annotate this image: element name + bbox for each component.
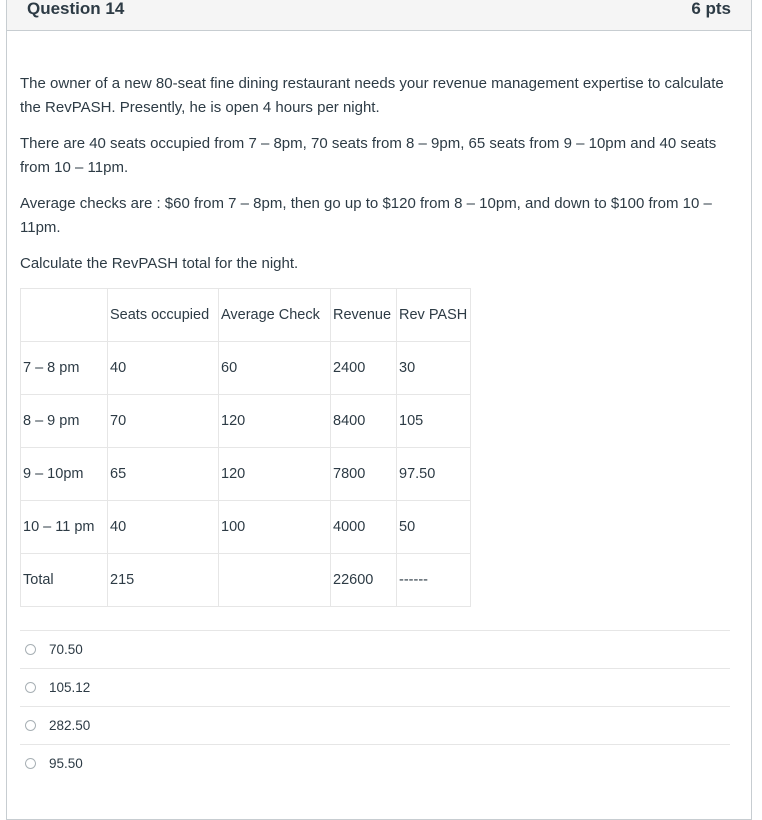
table-cell: 30 [397, 342, 471, 395]
table-cell: 105 [397, 395, 471, 448]
question-paragraph: The owner of a new 80-seat fine dining restaurant needs your revenue management expertise to calculate the RevPASH. Presently, he is open 4 hours per night. [20, 75, 724, 116]
answer-list [20, 630, 730, 782]
table-cell: 22600 [331, 554, 397, 607]
answer-option[interactable] [20, 668, 730, 706]
table-cell: 8 – 9 pm [21, 395, 108, 448]
table-cell: Total [21, 554, 108, 607]
table-cell: 2400 [331, 342, 397, 395]
answer-label[interactable]: 282.50 [49, 718, 91, 733]
table-cell: 100 [219, 501, 331, 554]
table-cell: 215 [108, 554, 219, 607]
table-header-cell: Revenue [331, 289, 397, 342]
question-title: Question 14 [27, 0, 125, 18]
table-cell: 9 – 10pm [21, 448, 108, 501]
table-row [21, 501, 471, 554]
question-header [7, 0, 751, 31]
table-header-cell: Seats occupied [108, 289, 219, 342]
table-cell: 65 [108, 448, 219, 501]
question-paragraph: Calculate the RevPASH total for the night. [20, 255, 299, 272]
table-cell: 10 – 11 pm [21, 501, 108, 554]
table-cell: 7800 [331, 448, 397, 501]
table-header-cell [21, 289, 108, 342]
table-cell: 8400 [331, 395, 397, 448]
table-cell: 40 [108, 501, 219, 554]
answer-option[interactable] [20, 744, 730, 782]
radio-button[interactable] [25, 682, 36, 693]
table-header-row [21, 289, 471, 342]
table-header-cell: Average Check [219, 289, 331, 342]
answer-label[interactable]: 105.12 [49, 680, 91, 695]
answer-label[interactable]: 70.50 [49, 642, 83, 657]
question-paragraph: There are 40 seats occupied from 7 – 8pm, 70 seats from 8 – 9pm, 65 seats from 9 – 10pm and 40 seats from 10 – 11pm. [20, 135, 717, 176]
table-cell: 120 [219, 448, 331, 501]
table-total-row [21, 554, 471, 607]
table-cell: 70 [108, 395, 219, 448]
table-row [21, 395, 471, 448]
radio-button[interactable] [25, 720, 36, 731]
table-cell: 97.50 [397, 448, 471, 501]
revpash-table [20, 288, 471, 607]
table-row [21, 448, 471, 501]
answer-option[interactable] [20, 706, 730, 744]
table-cell: 40 [108, 342, 219, 395]
question-points: 6 pts [691, 0, 731, 18]
table-cell: ------ [397, 554, 471, 607]
table-cell: 7 – 8 pm [21, 342, 108, 395]
table-cell: 60 [219, 342, 331, 395]
answer-option[interactable] [20, 630, 730, 668]
question-paragraph: Average checks are : $60 from 7 – 8pm, then go up to $120 from 8 – 10pm, and down to $100 from 10 – 11pm. [20, 195, 712, 236]
radio-button[interactable] [25, 758, 36, 769]
answer-label[interactable]: 95.50 [49, 756, 83, 771]
table-cell: 4000 [331, 501, 397, 554]
radio-button[interactable] [25, 644, 36, 655]
table-row [21, 342, 471, 395]
question-body [20, 72, 730, 607]
table-cell: 120 [219, 395, 331, 448]
table-cell [219, 554, 331, 607]
table-cell: 50 [397, 501, 471, 554]
table-header-cell: Rev PASH [397, 289, 471, 342]
